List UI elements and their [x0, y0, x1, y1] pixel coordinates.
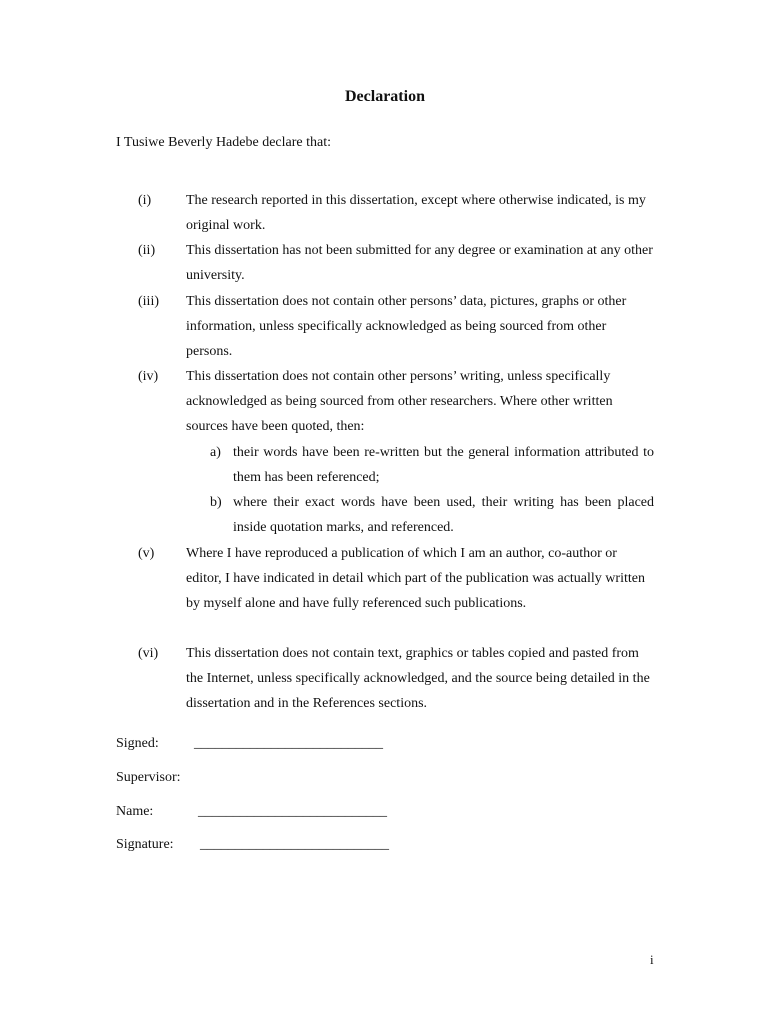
- sub-item-b: [210, 490, 654, 540]
- item-text: This dissertation does not contain text, graphics or tables copied and pasted from the Internet, unless specifically acknowledged, and the source being detailed in the dissertation and in the References sections.: [186, 646, 650, 711]
- page-title: Declaration: [345, 88, 425, 105]
- item-number: (vi): [138, 646, 159, 661]
- sub-item-text: where their exact words have been used, their writing has been placed inside quotation marks, and referenced.: [233, 495, 654, 535]
- supervisor-label: Supervisor:: [116, 770, 181, 785]
- item-text: This dissertation has not been submitted for any degree or examination at any other university.: [186, 243, 653, 283]
- item-text: The research reported in this dissertation, except where otherwise indicated, is my original work.: [186, 193, 646, 233]
- sub-item-letter: b): [210, 495, 222, 510]
- item-text: Where I have reproduced a publication of which I am an author, co-author or editor, I have indicated in detail which part of the publication was actually written by myself alone and have fully referenced such publications.: [186, 546, 645, 611]
- declaration-item-iii: [116, 289, 656, 364]
- signature-row: [116, 837, 389, 853]
- signed-line: ___________________________: [194, 736, 383, 751]
- name-label: Name:: [116, 804, 154, 819]
- page-number: i: [650, 952, 654, 967]
- signed-label: Signed:: [116, 736, 159, 751]
- item-text: This dissertation does not contain other persons’ writing, unless specifically acknowledged as being sourced from other researchers. Where other written sources have been quoted, then:: [186, 369, 613, 434]
- signature-line: ___________________________: [200, 837, 389, 852]
- sub-item-text: their words have been re-written but the general information attributed to them has been referenced;: [233, 445, 654, 485]
- item-number: (ii): [138, 243, 156, 258]
- declaration-item-v: [116, 541, 656, 616]
- item-number: (iii): [138, 294, 159, 309]
- sub-item-letter: a): [210, 445, 221, 460]
- intro-text: I Tusiwe Beverly Hadebe declare that:: [116, 135, 331, 150]
- declaration-item-iv: [116, 364, 656, 439]
- declaration-item-i: [116, 188, 656, 238]
- declaration-item-ii: [116, 238, 656, 288]
- name-row: [116, 804, 387, 820]
- supervisor-row: [116, 770, 181, 786]
- declaration-item-vi: [116, 641, 656, 716]
- name-line: ___________________________: [198, 804, 387, 819]
- sub-item-a: [210, 440, 654, 490]
- item-text: This dissertation does not contain other persons’ data, pictures, graphs or other information, unless specifically acknowledged as being sourced from other persons.: [186, 294, 627, 359]
- signed-row: [116, 736, 383, 752]
- item-number: (v): [138, 546, 155, 561]
- item-number: (i): [138, 193, 152, 208]
- signature-label: Signature:: [116, 837, 174, 852]
- item-number: (iv): [138, 369, 159, 384]
